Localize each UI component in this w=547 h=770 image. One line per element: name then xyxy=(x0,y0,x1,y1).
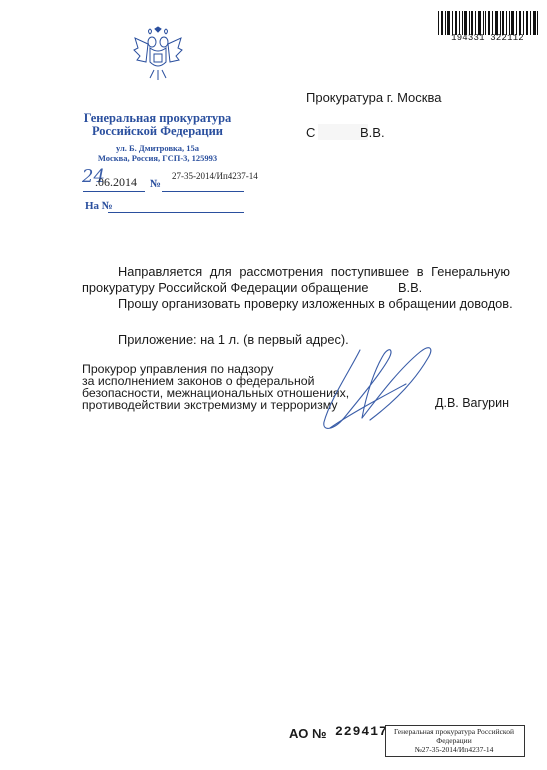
body-paragraph1-initials: В.В. xyxy=(398,280,423,295)
reference-number-label: На № xyxy=(85,200,113,212)
organization-name-line1: Генеральная прокуратура xyxy=(83,111,232,125)
signer-name: Д.В. Вагурин xyxy=(435,396,510,410)
body-paragraph2: Прошу организовать проверку изложенных в обращении доводов. xyxy=(118,296,513,311)
body-paragraph1-line1: Направляется для рассмотрения поступившее в Генеральную xyxy=(118,264,510,279)
signer-title-line3: безопасности, межнациональных отношениях, xyxy=(82,386,350,400)
addressee-initials: В.В. xyxy=(360,125,385,140)
attachment-note: Приложение: на 1 л. (в первый адрес). xyxy=(118,332,349,347)
address-line1: ул. Б. Дмитровка, 15а xyxy=(115,143,200,153)
date-month-year: .06.2014 xyxy=(95,175,137,189)
stamp-line1: Генеральная прокуратура Российской xyxy=(394,727,514,736)
number-underline xyxy=(162,191,244,192)
stamp-line2: Федерации xyxy=(436,736,472,745)
addressee-organization: Прокуратура г. Москва xyxy=(306,90,442,105)
organization-name-line2: Российской Федерации xyxy=(91,124,224,138)
signer-title-line4: противодействии экстремизму и терроризму xyxy=(82,398,338,412)
handwritten-signature xyxy=(310,340,450,440)
addressee-surname-initial: С xyxy=(306,125,316,140)
signer-title-line1: Прокурор управления по надзору xyxy=(82,362,274,376)
ao-label: АО № xyxy=(289,726,327,741)
address-line2: Москва, Россия, ГСП-3, 125993 xyxy=(97,153,218,163)
outgoing-number: 27-35-2014/Ип4237-14 xyxy=(172,171,258,181)
date-day-handwritten: 24 xyxy=(82,166,105,187)
number-label: № xyxy=(150,178,162,190)
signer-title-line2: за исполнением законов о федеральной xyxy=(82,374,315,388)
stamp-line3: №27-35-2014/Ип4237-14 xyxy=(414,745,494,754)
reference-number-underline xyxy=(108,212,244,213)
date-underline xyxy=(83,191,145,192)
barcode-digits: 194331 322112 xyxy=(451,33,524,43)
date-printed xyxy=(83,175,137,190)
coat-of-arms-emblem-icon xyxy=(132,26,184,82)
body-paragraph1-line2: прокуратуру Российской Федерации обращение xyxy=(82,280,369,295)
ao-serial-number: 229417 xyxy=(335,724,388,739)
